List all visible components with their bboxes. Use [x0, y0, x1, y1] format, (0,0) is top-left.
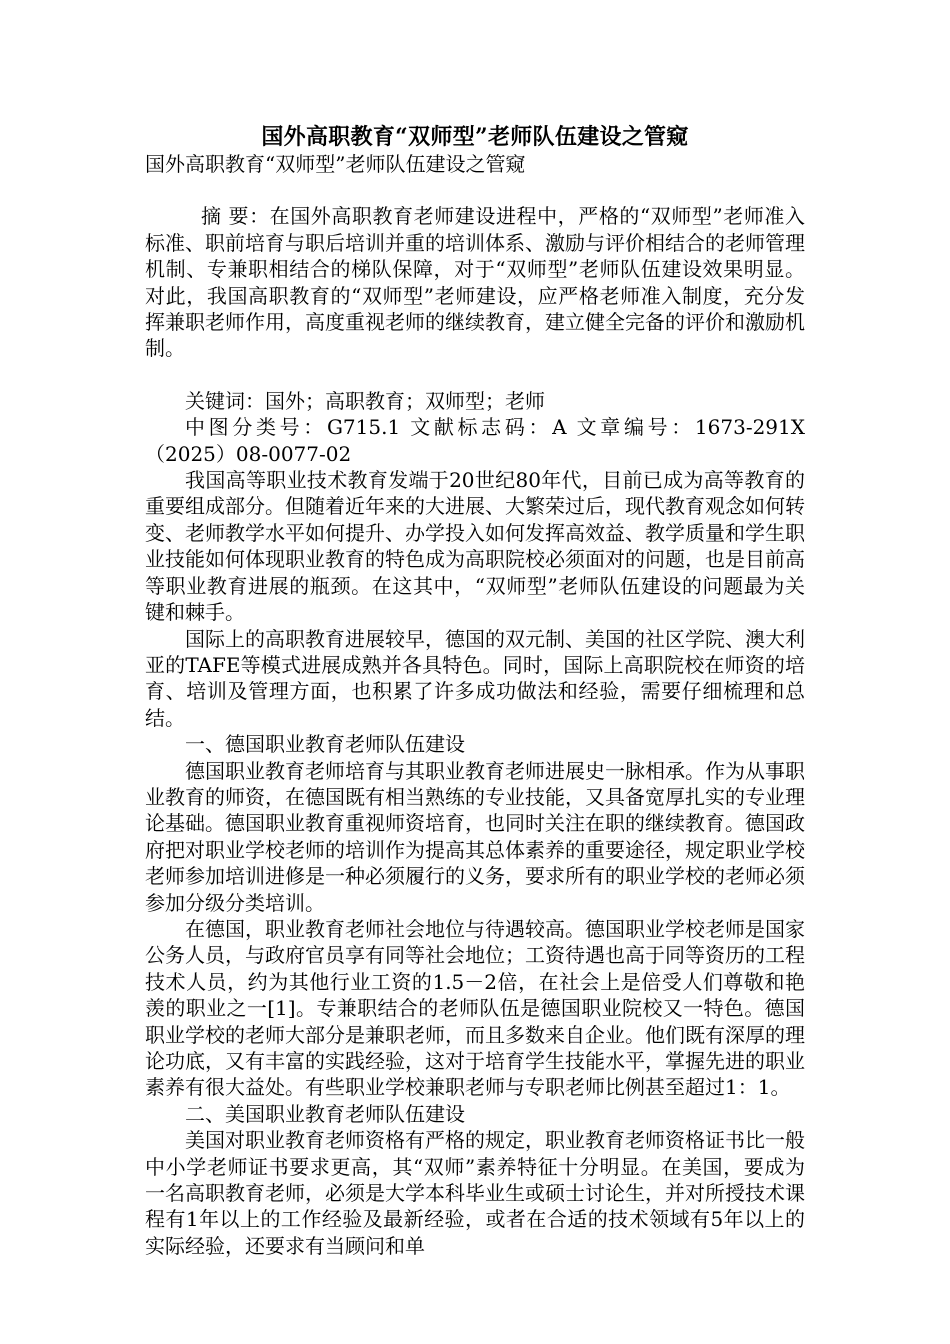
- document-body: [145, 151, 805, 1259]
- section-heading-usa: 二、美国职业教育老师队伍建设: [185, 1101, 465, 1126]
- classification-line: 中图分类号：G715.1 文献标志码：A 文章编号：1673-291X（2025）08-0077-02: [145, 415, 805, 466]
- body-paragraph-5: 美国对职业教育老师资格有严格的规定，职业教育老师资格证书比一般中小学老师证书要求更高，其“双师”素养特征十分明显。在美国，要成为一名高职教育老师，必须是大学本科毕业生或硕士讨论生，并对所授技术课程有1年以上的工作经验及最新经验，或者在合适的技术领域有5年以上的实际经验，还要求有当顾问和单: [145, 1128, 805, 1258]
- body-paragraph-2: 国际上的高职教育进展较早，德国的双元制、美国的社区学院、澳大利亚的TAFE等模式进展成熟并各具特色。同时，国际上高职院校在师资的培育、培训及管理方面，也积累了许多成功做法和经验，需要仔细梳理和总结。: [145, 626, 805, 730]
- section-heading-germany: 一、德国职业教育老师队伍建设: [185, 732, 465, 757]
- document-subtitle: 国外高职教育“双师型”老师队伍建设之管窥: [145, 152, 526, 176]
- blank-line: [145, 362, 805, 388]
- body-paragraph-4: 在德国，职业教育老师社会地位与待遇较高。德国职业学校老师是国家公务人员，与政府官员享有同等社会地位；工资待遇也高于同等资历的工程技术人员，约为其他行业工资的1.5－2倍，在社会上是倍受人们尊敬和艳羡的职业之一[1]。专兼职结合的老师队伍是德国职业院校又一特色。德国职业学校的老师大部分是兼职老师，而且多数来自企业。他们既有深厚的理论功底，又有丰富的实践经验，这对于培育学生技能水平，掌握先进的职业素养有很大益处。有些职业学校兼职老师与专职老师比例甚至超过1：1。: [145, 916, 805, 1100]
- blank-line: [145, 177, 805, 203]
- abstract-paragraph: 摘 要：在国外高职教育老师建设进程中，严格的“双师型”老师准入标准、职前培育与职后培训并重的培训体系、激励与评价相结合的老师管理机制、专兼职相结合的梯队保障，对于“双师型”老师队伍建设效果明显。对此，我国高职教育的“双师型”老师建设，应严格老师准入制度，充分发挥兼职老师作用，高度重视老师的继续教育，建立健全完备的评价和激励机制。: [145, 204, 805, 361]
- body-paragraph-1: 我国高等职业技术教育发端于20世纪80年代，目前已成为高等教育的重要组成部分。但随着近年来的大进展、大繁荣过后，现代教育观念如何转变、老师教学水平如何提升、办学投入如何发挥高效益、教学质量和学生职业技能如何体现职业教育的特色成为高职院校必须面对的问题，也是目前高等职业教育进展的瓶颈。在这其中，“双师型”老师队伍建设的问题最为关键和棘手。: [145, 468, 805, 625]
- document-title: 国外高职教育“双师型”老师队伍建设之管窥: [261, 124, 689, 150]
- keywords-line: 关键词：国外；高职教育；双师型；老师: [185, 388, 545, 413]
- body-paragraph-3: 德国职业教育老师培育与其职业教育老师进展史一脉相承。作为从事职业教育的师资，在德国既有相当熟练的专业技能，又具备宽厚扎实的专业理论基础。德国职业教育重视师资培育，也同时关注在职的继续教育。德国政府把对职业学校老师的培训作为提高其总体素养的重要途径，规定职业学校老师参加培训进修是一种必须履行的义务，要求所有的职业学校的老师必须参加分级分类培训。: [145, 758, 805, 915]
